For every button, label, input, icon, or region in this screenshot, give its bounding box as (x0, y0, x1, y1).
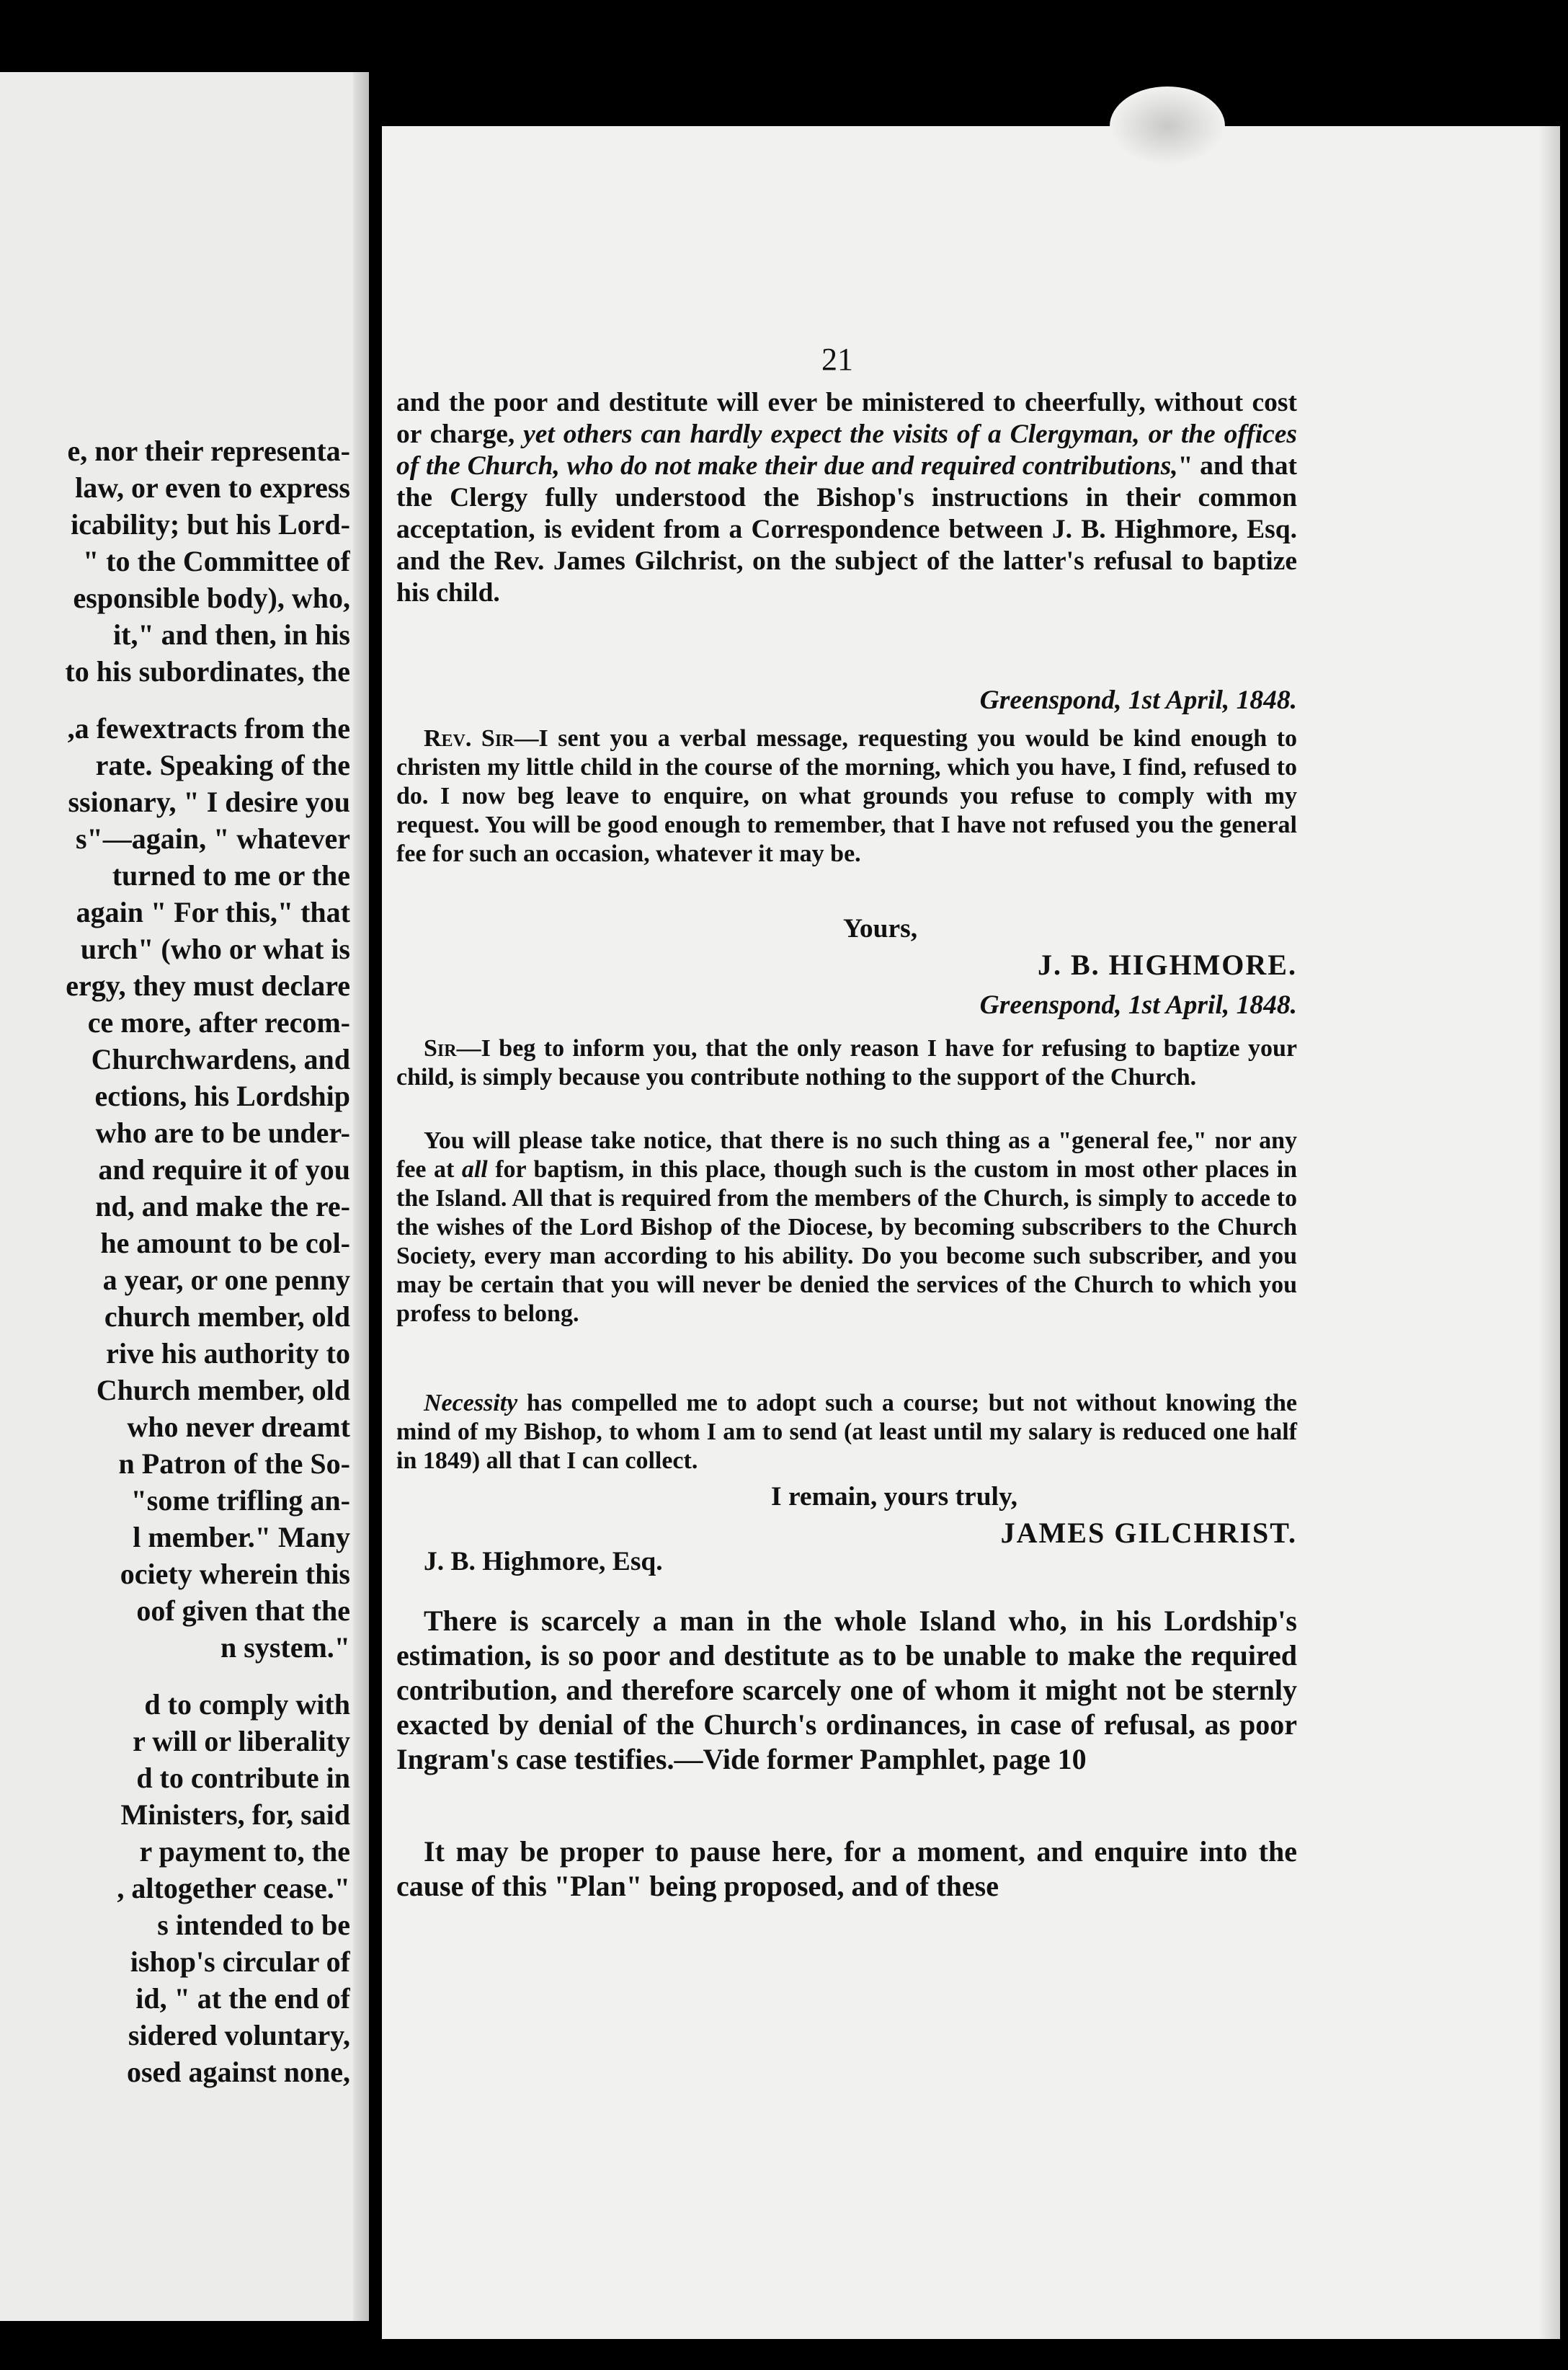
left-page-line: r payment to, the (139, 1835, 350, 1868)
page-number: 21 (821, 342, 853, 377)
opening-text-continued: " and that the Clergy fully understood the Bishop's instructions in their common acceptation, is evident from a Correspondence between J. B. Highmore, Esq. and the Rev. James Gilchrist, on the subject of the latter's refusal to baptize his child. (396, 451, 1297, 608)
left-page-line: d to contribute in (136, 1762, 350, 1794)
left-page-line: church member, old (104, 1300, 350, 1333)
left-page-line: n system." (220, 1631, 350, 1664)
letter2-date: Greenspond, 1st April, 1848. (979, 990, 1297, 1020)
left-page-line: again " For this," that (76, 896, 350, 928)
page-gutter (353, 72, 369, 2321)
emphasis-necessity: Necessity (424, 1390, 518, 1416)
commentary-paragraph: There is scarcely a man in the whole Island who, in his Lordship's estimation, is so poor and destitute as to be unable to make the required contribution, and therefore scarcely one of whom it might not be sternly exacted by denial of the Church's ordinances, in case of refusal, as poor Ingram's case testifies.—Vide former Pamphlet, page 10 (396, 1605, 1297, 1775)
opening-paragraph (396, 387, 1297, 609)
paper-stain (1110, 86, 1225, 166)
letter2-paragraph-2 (396, 1127, 1297, 1328)
left-page-line: d to comply with (144, 1688, 350, 1721)
left-page-line: s"—again, " whatever (75, 822, 350, 855)
left-page-line: " to the Committee of (83, 545, 350, 577)
left-page-line: oof given that the (136, 1594, 350, 1627)
letter1-text: —I sent you a verbal message, requesting you would be kind enough to christen my little child in the course of the morning, which you have, I find, refused to do. I now beg leave to enquire, on what grounds you refuse to comply with my request. You will be good enough to remember, that I have not refused you the general fee for such an occasion, whatever it may be. (396, 725, 1297, 867)
left-page-line: law, or even to express (75, 471, 350, 504)
left-page-line: ergy, they must declare (66, 969, 350, 1002)
opening-text: and the poor and destitute will ever be ministered to cheerfully, without cost or charge, (396, 388, 1297, 449)
left-page-line: ections, his Lordship (94, 1080, 350, 1112)
letter2-text-2a: You will please take notice, that there is no such thing as a "general fee," nor any fee at (396, 1127, 1297, 1183)
left-page-line: s intended to be (157, 1909, 350, 1941)
left-page-line: sidered voluntary, (128, 2019, 350, 2051)
letter1-body (396, 724, 1297, 869)
left-page-line: to his subordinates, the (65, 655, 350, 688)
left-page-line: turned to me or the (112, 859, 350, 892)
left-page-line: e, nor their representa- (67, 435, 350, 467)
letter1-signature: J. B. HIGHMORE. (1037, 949, 1297, 981)
left-page-line: a year, or one penny (102, 1264, 350, 1296)
letter2-addressee: J. B. Highmore, Esq. (424, 1547, 663, 1576)
right-page (382, 126, 1560, 2339)
left-page-line (0, 690, 350, 710)
left-page-line: "some trifling an- (130, 1484, 350, 1517)
left-page-line: rive his authority to (106, 1337, 350, 1370)
letter1-salutation: Rev. Sir (424, 725, 514, 752)
letter2-salutation: Sir (424, 1035, 457, 1062)
closing-paragraph: It may be proper to pause here, for a moment, and enquire into the cause of this "Plan" being proposed, and of these (396, 1835, 1297, 1902)
left-page-line: n Patron of the So- (118, 1447, 350, 1480)
left-page-line: osed against none, (126, 2056, 350, 2088)
left-page-line: Ministers, for, said (120, 1798, 350, 1831)
left-page-line: it," and then, in his (113, 618, 350, 651)
left-page (0, 72, 369, 2321)
left-page-line: who are to be under- (95, 1117, 350, 1149)
left-page-line: and require it of you (98, 1153, 350, 1186)
left-page-line: l member." Many (133, 1521, 350, 1553)
left-page-line: icability; but his Lord- (71, 508, 350, 541)
left-page-line: ,a fewextracts from the (67, 712, 350, 745)
letter1-date: Greenspond, 1st April, 1848. (979, 685, 1297, 715)
left-page-line: urch" (who or what is (80, 933, 350, 965)
left-page-line: Churchwardens, and (91, 1043, 350, 1075)
page-edge (1538, 126, 1560, 2339)
left-page-line: r will or liberality (133, 1725, 350, 1757)
letter1-closing: Yours, (843, 914, 918, 944)
emphasis-all: all (461, 1156, 488, 1183)
left-page-line: ishop's circular of (130, 1945, 350, 1978)
left-page-line: , altogether cease." (117, 1872, 350, 1904)
left-page-text (0, 432, 350, 2090)
left-page-line: who never dreamt (127, 1411, 350, 1443)
left-page-line: he amount to be col- (100, 1227, 350, 1259)
left-page-line: ociety wherein this (120, 1558, 350, 1590)
letter2-paragraph-3 (396, 1389, 1297, 1475)
left-page-line: id, " at the end of (135, 1982, 350, 2015)
quoted-circular-text: yet others can hardly expect the visits of a Clergyman, or the offices of the Church, who do not make their due and required contributions, (396, 420, 1297, 481)
left-page-line: ssionary, " I desire you (68, 786, 350, 818)
left-page-line: Church member, old (96, 1374, 350, 1406)
left-page-line: ce more, after recom- (87, 1006, 350, 1039)
letter2-paragraph-1 (396, 1034, 1297, 1092)
left-page-line: rate. Speaking of the (95, 749, 350, 781)
left-page-line: esponsible body), who, (73, 582, 350, 614)
letter2-text-2b: for baptism, in this place, though such is the custom in most other places in the Island. All that is required from the members of the Church, is simply to accede to the wishes of the Lord Bishop of the Diocese, by becoming subscribers to the Church Society, every man according to his ability. Do you become such subscriber, and you may be certain that you will never be denied the services of the Church to which you profess to belong. (396, 1156, 1298, 1327)
letter2-closing: I remain, yours truly, (771, 1482, 1018, 1512)
left-page-line (0, 1666, 350, 1686)
left-page-line: nd, and make the re- (95, 1190, 350, 1222)
letter2-text-1: —I beg to inform you, that the only reason I have for refusing to baptize your child, is simply because you contribute nothing to the support of the Church. (396, 1035, 1297, 1091)
letter2-text-3: has compelled me to adopt such a course; but not without knowing the mind of my Bishop, to whom I am to send (at least until my salary is reduced one half in 1849) all that I can collect. (396, 1390, 1297, 1474)
letter2-signature: JAMES GILCHRIST. (1000, 1517, 1297, 1549)
